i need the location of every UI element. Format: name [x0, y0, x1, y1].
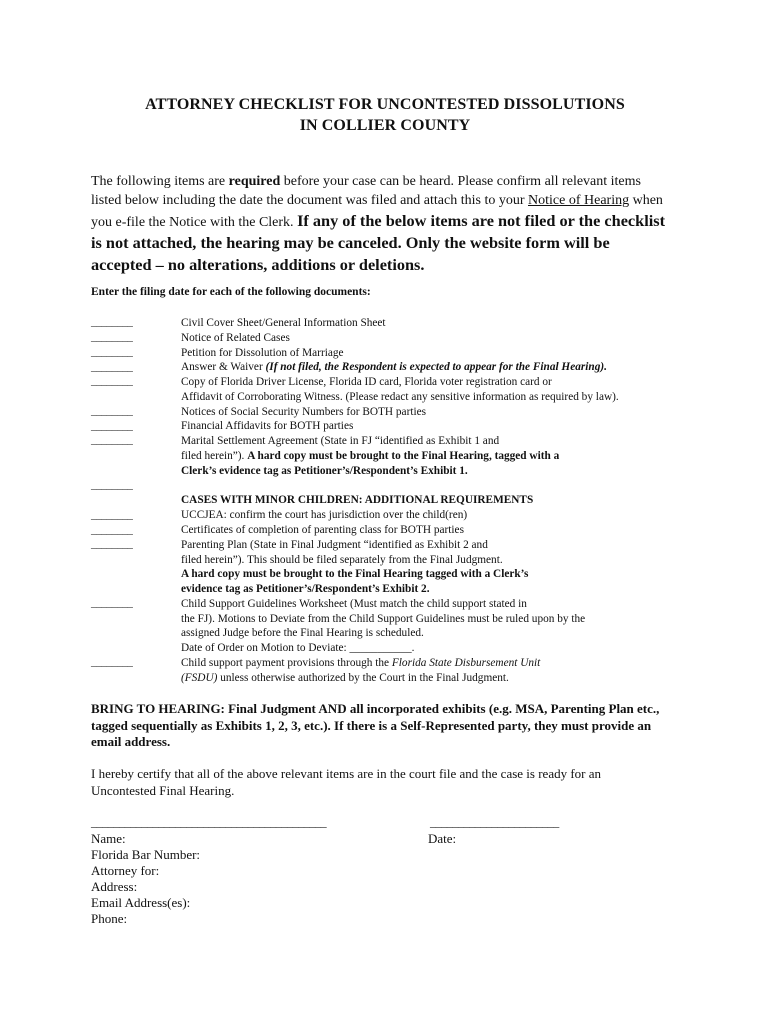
item-msa-line2	[181, 449, 681, 464]
date-blank-child-support[interactable]: ________	[91, 597, 133, 609]
item-parenting-class: Certificates of completion of parenting class for BOTH parties	[181, 524, 464, 536]
date-blank-minor[interactable]: ________	[91, 479, 133, 491]
item-parenting-plan-line3: A hard copy must be brought to the Final Hearing tagged with a Clerk’s	[181, 568, 529, 580]
item-child-support-line1: Child Support Guidelines Worksheet (Must match the child support stated in	[181, 598, 527, 610]
answer-note: (If not filed, the Respondent is expected to appear for the Final Hearing).	[265, 361, 607, 373]
item-answer-waiver	[181, 360, 681, 375]
intro-text-3: when you e-file the Notice with the Clerk.	[91, 193, 663, 230]
date-blank-parenting-plan[interactable]: ________	[91, 538, 133, 550]
item-license-line2: Affidavit of Corroborating Witness. (Please redact any sensitive information as required by law).	[181, 391, 619, 403]
date-blank-payment[interactable]: ________	[91, 656, 133, 668]
date-blank-parenting-class[interactable]: ________	[91, 524, 133, 536]
payment-fsdu: (FSDU)	[181, 672, 218, 684]
bring-to-hearing-paragraph: BRING TO HEARING: Final Judgment AND all incorporated exhibits (e.g. MSA, Parenting Plan etc., tagged sequentially as Exhibits 1, 2, 3, etc.). If there is a Self-Represented party, they must provide an email address.	[91, 701, 660, 749]
date-blank-civil-cover[interactable]: ________	[91, 316, 133, 328]
item-civil-cover-sheet: Civil Cover Sheet/General Information Sheet	[181, 317, 386, 329]
phone-field-label: Phone:	[91, 911, 128, 926]
item-related-cases: Notice of Related Cases	[181, 332, 290, 344]
date-field-label: Date:	[428, 831, 457, 846]
date-blank-license[interactable]: ________	[91, 375, 133, 387]
item-child-support-line3: assigned Judge before the Final Hearing is scheduled.	[181, 627, 424, 639]
certification-paragraph: I hereby certify that all of the above relevant items are in the court file and the case is ready for an Uncontested Final Hearing.	[91, 766, 602, 798]
msa-hard-copy-note: A hard copy must be brought to the Final Hearing, tagged with a	[247, 450, 560, 462]
date-blank-msa[interactable]: ________	[91, 434, 133, 446]
item-parenting-plan-line4: evidence tag as Petitioner’s/Respondent’s Exhibit 2.	[181, 583, 430, 595]
date-blank-uccjea[interactable]: ________	[91, 509, 133, 521]
payment-text-2: unless otherwise authorized by the Court in the Final Judgment.	[217, 672, 509, 684]
date-blank-related-cases[interactable]: ________	[91, 331, 133, 343]
email-field-label: Email Address(es):	[91, 895, 191, 910]
item-msa-line3: Clerk’s evidence tag as Petitioner’s/Respondent’s Exhibit 1.	[181, 465, 468, 477]
item-payment-line2	[181, 671, 681, 686]
item-petition: Petition for Dissolution of Marriage	[181, 347, 344, 359]
item-parenting-plan-line1: Parenting Plan (State in Final Judgment “identified as Exhibit 2 and	[181, 539, 488, 551]
date-blank-ssn[interactable]: ________	[91, 405, 133, 417]
intro-warning: If any of the below items are not filed or the checklist is not attached, the hearing may be canceled. Only the website form will be accepted – no alterations, additions or deletions.	[91, 211, 666, 274]
intro-text-1: The following items are	[91, 174, 229, 189]
item-ssn: Notices of Social Security Numbers for BOTH parties	[181, 406, 427, 418]
intro-required: required	[228, 174, 281, 189]
page-title-line1: ATTORNEY CHECKLIST FOR UNCONTESTED DISSOLUTIONS	[145, 96, 625, 113]
name-field-label: Name:	[91, 831, 126, 846]
payment-text: Child support payment provisions through the	[181, 657, 392, 669]
intro-text-2: before your case can be heard. Please confirm all relevant items listed below including the date the document was filed and attach this to your	[91, 174, 641, 208]
date-blank-financial[interactable]: ________	[91, 420, 133, 432]
item-child-support-line2: the FJ). Motions to Deviate from the Child Support Guidelines must be ruled upon by the	[181, 613, 586, 625]
item-uccjea: UCCJEA: confirm the court has jurisdiction over the child(ren)	[181, 509, 468, 521]
date-signature-line[interactable]: _______________________	[430, 815, 559, 829]
attorney-for-field-label: Attorney for:	[91, 863, 160, 878]
signature-line[interactable]: __________________________________________	[91, 815, 327, 829]
payment-sdu: Florida State Disbursement Unit	[391, 657, 541, 669]
intro-paragraph	[91, 172, 671, 276]
item-payment-line1	[181, 656, 681, 671]
page-title-line2: IN COLLIER COUNTY	[299, 117, 471, 134]
msa-text: filed herein”).	[181, 450, 248, 462]
item-parenting-plan-line2: filed herein”). This should be filed separately from the Final Judgment.	[181, 554, 503, 566]
bar-number-field-label: Florida Bar Number:	[91, 847, 201, 862]
date-blank-petition[interactable]: ________	[91, 346, 133, 358]
date-blank-answer[interactable]: ________	[91, 361, 133, 373]
address-field-label: Address:	[91, 879, 138, 894]
minor-children-heading: CASES WITH MINOR CHILDREN: ADDITIONAL REQUIREMENTS	[181, 494, 534, 506]
item-child-support-line4: Date of Order on Motion to Deviate: ___________.	[181, 642, 415, 654]
item-license-line1: Copy of Florida Driver License, Florida ID card, Florida voter registration card or	[181, 376, 552, 388]
notice-of-hearing-link[interactable]: Notice of Hearing	[528, 193, 630, 208]
answer-text: Answer & Waiver	[181, 361, 266, 373]
item-msa-line1: Marital Settlement Agreement (State in FJ “identified as Exhibit 1 and	[181, 435, 500, 447]
item-financial: Financial Affidavits for BOTH parties	[181, 420, 354, 432]
filing-date-heading: Enter the filing date for each of the following documents:	[91, 286, 371, 298]
